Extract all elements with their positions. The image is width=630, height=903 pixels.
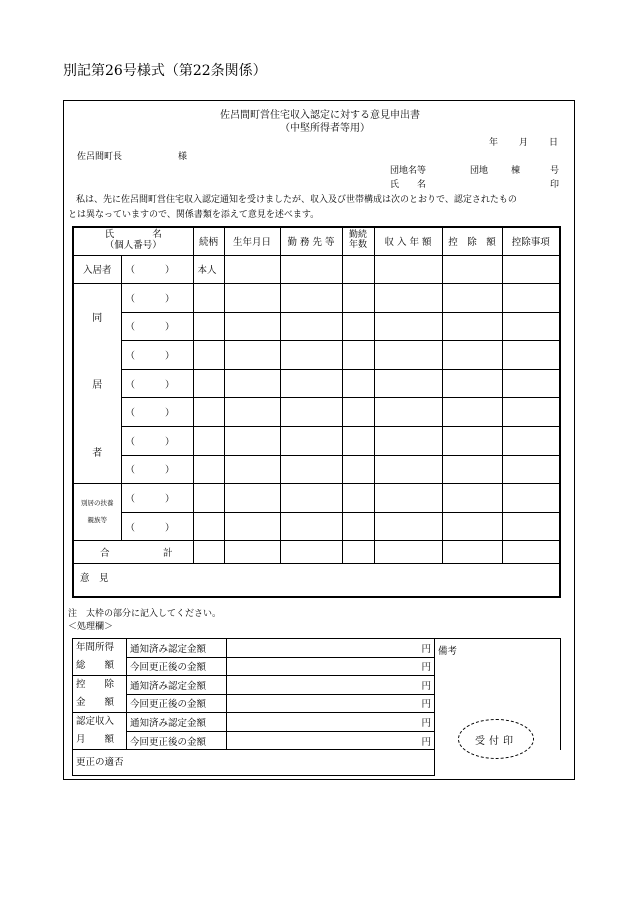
cell-deduction[interactable]	[442, 455, 502, 484]
header-individual-number: （個人番号）	[104, 240, 162, 252]
cell-income[interactable]	[374, 312, 442, 341]
annual-income-label-2: 総 額	[76, 660, 115, 672]
body-line-1: 私は、先に佐呂間町営住宅収入認定通知を受けましたが、収入及び世帯構成は次のとおりで、認定されたもの	[76, 195, 517, 205]
dependent-name-field[interactable]	[121, 484, 193, 513]
total-relation	[193, 541, 224, 564]
body-line-2: とは異なっていますので、関係書類を添えて意見を述べます。	[68, 210, 320, 220]
certified-income-label-2: 月 額	[76, 734, 115, 746]
household-income-table	[72, 226, 561, 598]
header-annual-income: 収 入 年 額	[374, 227, 442, 255]
paren-open: （	[125, 379, 136, 391]
cell-deduction-item[interactable]	[502, 455, 560, 484]
table-row	[73, 312, 560, 341]
paren-open: （	[125, 465, 136, 477]
notified-amount-field[interactable]	[227, 676, 435, 695]
cell-birthdate[interactable]	[224, 427, 280, 456]
paren-open: （	[125, 293, 136, 305]
cell-relation[interactable]	[193, 427, 224, 456]
cell-relation[interactable]	[193, 484, 224, 513]
corrected-amount-field[interactable]	[227, 731, 435, 750]
cell-workplace[interactable]	[280, 312, 342, 341]
cell-deduction[interactable]	[442, 284, 502, 313]
paren-close: ）	[165, 351, 175, 363]
total-label-1: 合	[100, 548, 110, 560]
remarks-label: 備考	[438, 646, 458, 657]
form-subtitle: （中堅所得者等用）	[280, 123, 370, 134]
paren-open: （	[125, 522, 136, 534]
paren-open: （	[125, 322, 136, 334]
date-year: 年	[489, 138, 499, 148]
cohabitant-name-field[interactable]	[121, 369, 193, 398]
cell-deduction[interactable]	[442, 369, 502, 398]
cell-birthdate[interactable]	[224, 455, 280, 484]
notified-amount-field[interactable]	[227, 713, 435, 732]
paren-open: （	[125, 351, 136, 363]
paren-open: （	[125, 494, 136, 506]
opinion-field[interactable]	[73, 564, 560, 597]
addressee-name: 佐呂間町長	[77, 152, 123, 162]
cell-workplace[interactable]	[280, 398, 342, 427]
annual-income-label	[73, 639, 127, 676]
applicant-name-label: 氏 名	[390, 180, 427, 190]
dependent-label-cell	[73, 484, 121, 541]
yen-unit: 円	[421, 662, 431, 674]
date-month: 月	[519, 138, 529, 148]
cell-deduction[interactable]	[442, 512, 502, 541]
complex-label: 団地名等	[390, 166, 427, 176]
resident-label: 入居者	[73, 255, 121, 284]
cell-income[interactable]	[374, 398, 442, 427]
reception-stamp	[458, 719, 534, 759]
form-number: 別記第26号様式（第22条関係）	[63, 63, 267, 79]
resident-name-field[interactable]	[121, 255, 193, 284]
header-years-cell	[342, 227, 374, 255]
cell-income[interactable]	[374, 484, 442, 513]
total-years	[342, 541, 374, 564]
opinion-row	[73, 564, 560, 597]
paren-open: （	[125, 408, 136, 420]
header-years-1: 勤続	[349, 230, 368, 241]
header-deduction: 控 除 額	[442, 227, 502, 255]
total-income[interactable]	[374, 541, 442, 564]
table-row	[73, 512, 560, 541]
cell-workplace[interactable]	[280, 341, 342, 370]
paren-close: ）	[165, 379, 175, 391]
building-text: 棟	[511, 166, 521, 176]
unit-text: 号	[550, 166, 560, 176]
cohabitant-name-field[interactable]	[121, 284, 193, 313]
cell-years[interactable]	[342, 284, 374, 313]
cell-income[interactable]	[374, 284, 442, 313]
cell-deduction[interactable]	[442, 398, 502, 427]
paren-close: ）	[165, 522, 175, 534]
cell-workplace[interactable]	[280, 255, 342, 284]
cell-relation[interactable]	[193, 398, 224, 427]
header-relation: 続柄	[193, 227, 224, 255]
cell-income[interactable]	[374, 369, 442, 398]
correction-label: 更正の適否	[76, 757, 124, 769]
paren-close: ）	[165, 408, 175, 420]
cell-years[interactable]	[342, 255, 374, 284]
cohabitant-char-1: 同	[92, 312, 103, 324]
total-label-2: 計	[163, 548, 173, 560]
cell-income[interactable]	[374, 455, 442, 484]
header-deduction-item: 控除事項	[502, 227, 560, 255]
cell-birthdate[interactable]	[224, 284, 280, 313]
table-header-row	[73, 227, 560, 255]
cell-years[interactable]	[342, 427, 374, 456]
total-row	[73, 541, 560, 564]
cell-deduction-item[interactable]	[502, 427, 560, 456]
yen-unit: 円	[421, 699, 431, 711]
processing-row	[73, 639, 561, 658]
cell-birthdate[interactable]	[224, 255, 280, 284]
yen-unit: 円	[421, 643, 431, 655]
table-row	[73, 341, 560, 370]
table-row	[73, 369, 560, 398]
cell-birthdate[interactable]	[224, 512, 280, 541]
deduction-label	[73, 676, 127, 713]
total-birthdate	[224, 541, 280, 564]
total-label-cell	[73, 541, 193, 564]
cell-deduction-item[interactable]	[502, 284, 560, 313]
paren-close: ）	[165, 494, 175, 506]
paren-close: ）	[165, 265, 175, 277]
paren-open: （	[125, 436, 136, 448]
cell-years[interactable]	[342, 341, 374, 370]
header-workplace: 勤 務 先 等	[280, 227, 342, 255]
cell-income[interactable]	[374, 341, 442, 370]
cell-relation[interactable]	[193, 284, 224, 313]
cell-years[interactable]	[342, 484, 374, 513]
notified-label: 通知済み認定金額	[127, 676, 227, 695]
table-row	[73, 484, 560, 513]
notified-amount-field[interactable]	[227, 639, 435, 658]
corrected-label: 今回更正後の金額	[127, 657, 227, 676]
certified-income-label-1: 認定収入	[76, 716, 115, 728]
cell-deduction[interactable]	[442, 255, 502, 284]
seal-mark: 印	[550, 180, 560, 190]
paren-close: ）	[165, 465, 175, 477]
corrected-label: 今回更正後の金額	[127, 694, 227, 713]
cell-deduction-item[interactable]	[502, 398, 560, 427]
header-name: 氏 名	[104, 229, 162, 241]
cohabitant-label-cell	[73, 284, 121, 484]
paren-close: ）	[165, 322, 175, 334]
cell-income[interactable]	[374, 512, 442, 541]
total-deduction[interactable]	[442, 541, 502, 564]
header-years-2: 年数	[349, 240, 368, 251]
paren-open: （	[125, 265, 136, 277]
self-relation: 本人	[193, 255, 224, 284]
cell-birthdate[interactable]	[224, 312, 280, 341]
cell-relation[interactable]	[193, 455, 224, 484]
cell-birthdate[interactable]	[224, 341, 280, 370]
cell-deduction[interactable]	[442, 312, 502, 341]
cohabitant-name-field[interactable]	[121, 398, 193, 427]
yen-unit: 円	[421, 680, 431, 692]
reception-stamp-label: 受付印	[475, 735, 517, 747]
cohabitant-char-2: 居	[92, 380, 103, 392]
header-name-cell	[73, 227, 193, 255]
cell-income[interactable]	[374, 255, 442, 284]
cell-years[interactable]	[342, 398, 374, 427]
cohabitant-name-field[interactable]	[121, 312, 193, 341]
note-text: 注 太枠の部分に記入してください。	[68, 609, 222, 619]
corrected-label: 今回更正後の金額	[127, 731, 227, 750]
cell-relation[interactable]	[193, 512, 224, 541]
form-title: 佐呂間町営住宅収入認定に対する意見申出書	[220, 110, 420, 121]
annual-income-label-1: 年間所得	[76, 642, 115, 653]
table-row	[73, 455, 560, 484]
cell-deduction-item[interactable]	[502, 341, 560, 370]
cell-workplace[interactable]	[280, 512, 342, 541]
cell-relation[interactable]	[193, 312, 224, 341]
corrected-amount-field[interactable]	[227, 694, 435, 713]
cohabitant-name-field[interactable]	[121, 427, 193, 456]
yen-unit: 円	[421, 736, 431, 748]
cohabitant-char-3: 者	[92, 447, 103, 459]
dependent-label-1: 別居の扶養	[81, 499, 114, 508]
total-workplace	[280, 541, 342, 564]
cell-years[interactable]	[342, 312, 374, 341]
table-row	[73, 427, 560, 456]
cohabitant-name-field[interactable]	[121, 341, 193, 370]
corrected-amount-field[interactable]	[227, 657, 435, 676]
cell-birthdate[interactable]	[224, 369, 280, 398]
paren-close: ）	[165, 436, 175, 448]
table-row	[73, 255, 560, 284]
certified-income-label	[73, 713, 127, 750]
cell-workplace[interactable]	[280, 484, 342, 513]
cell-deduction-item[interactable]	[502, 255, 560, 284]
processing-label: ＜処理欄＞	[68, 622, 114, 632]
deduction-label-2: 金 額	[76, 697, 115, 709]
complex-text: 団地	[470, 166, 489, 176]
cell-relation[interactable]	[193, 341, 224, 370]
cell-deduction-item[interactable]	[502, 312, 560, 341]
cell-birthdate[interactable]	[224, 398, 280, 427]
yen-unit: 円	[421, 717, 431, 729]
table-row	[73, 398, 560, 427]
cell-deduction-item[interactable]	[502, 369, 560, 398]
cell-relation[interactable]	[193, 369, 224, 398]
notified-label: 通知済み認定金額	[127, 639, 227, 658]
cell-workplace[interactable]	[280, 369, 342, 398]
table-row	[73, 284, 560, 313]
notified-label: 通知済み認定金額	[127, 713, 227, 732]
cell-deduction[interactable]	[442, 427, 502, 456]
correction-field[interactable]	[73, 750, 435, 776]
cell-birthdate[interactable]	[224, 484, 280, 513]
opinion-label: 意 見	[80, 573, 109, 585]
cell-workplace[interactable]	[280, 284, 342, 313]
cell-deduction-item[interactable]	[502, 484, 560, 513]
cell-years[interactable]	[342, 369, 374, 398]
deduction-label-1: 控 除	[76, 679, 115, 691]
addressee-honorific: 様	[178, 152, 188, 162]
total-deduction-item	[502, 541, 560, 564]
cell-years[interactable]	[342, 512, 374, 541]
cell-deduction-item[interactable]	[502, 512, 560, 541]
dependent-name-field[interactable]	[121, 512, 193, 541]
cohabitant-name-field[interactable]	[121, 455, 193, 484]
cell-deduction[interactable]	[442, 341, 502, 370]
cell-deduction[interactable]	[442, 484, 502, 513]
dependent-label-2: 親族等	[87, 516, 107, 525]
cell-workplace[interactable]	[280, 427, 342, 456]
cell-years[interactable]	[342, 455, 374, 484]
header-birthdate: 生年月日	[224, 227, 280, 255]
paren-close: ）	[165, 293, 175, 305]
cell-income[interactable]	[374, 427, 442, 456]
cell-workplace[interactable]	[280, 455, 342, 484]
date-day: 日	[549, 138, 559, 148]
